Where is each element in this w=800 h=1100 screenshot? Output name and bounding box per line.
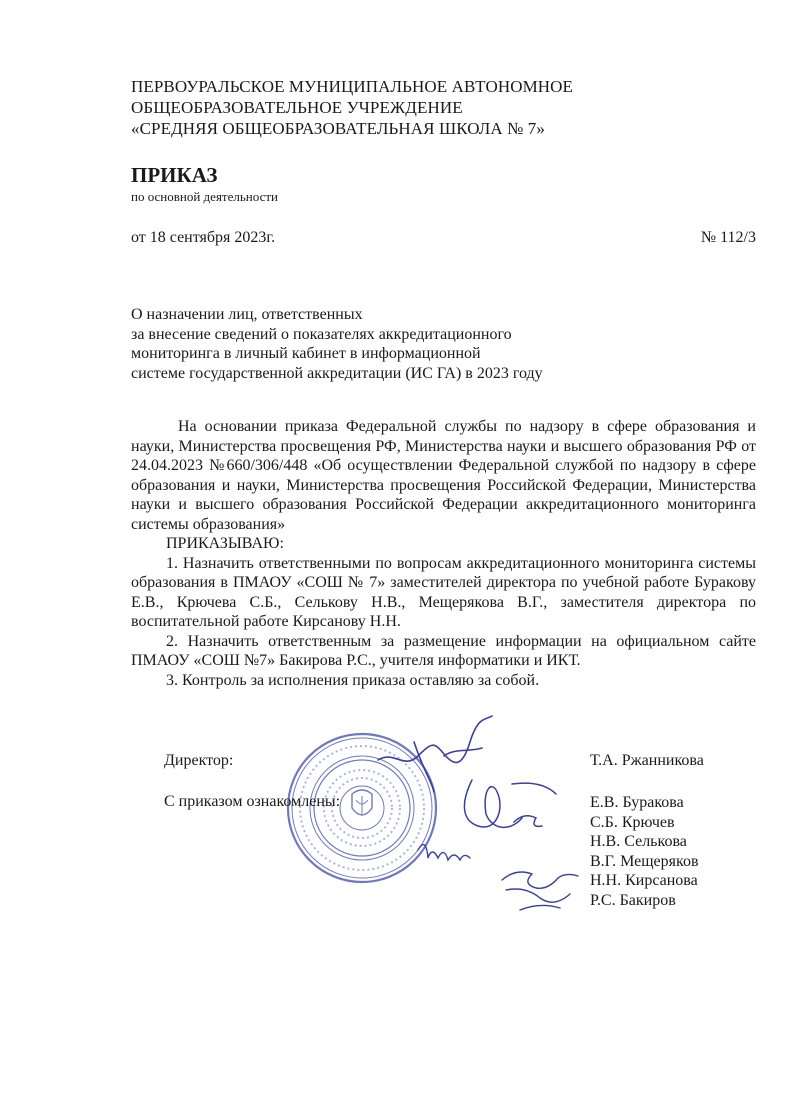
signature-kryuchev-icon — [414, 832, 474, 866]
ack-name-4: В.Г. Мещеряков — [590, 852, 699, 870]
subject-line-4: системе государственной аккредитации (ИС ГА) в 2023 году — [131, 364, 543, 382]
document-type: ПРИКАЗ — [131, 163, 218, 187]
acknowledged-list — [590, 793, 699, 910]
signature-kirsanova-icon — [496, 860, 586, 920]
org-line-3: «СРЕДНЯЯ ОБЩЕОБРАЗОВАТЕЛЬНАЯ ШКОЛА № 7» — [131, 119, 545, 138]
acknowledged-label: С приказом ознакомлены: — [164, 793, 341, 810]
subject-line-1: О назначении лиц, ответственных — [131, 306, 363, 323]
order-item-2: 2. Назначить ответственным за размещение информации на официальном сайте ПМАОУ «СОШ №7» Бакирова Р.С., учителя информатики и ИКТ. — [131, 632, 756, 669]
ack-name-6: Р.С. Бакиров — [590, 891, 676, 909]
org-line-1: ПЕРВОУРАЛЬСКОЕ МУНИЦИПАЛЬНОЕ АВТОНОМНОЕ — [131, 77, 574, 96]
ack-name-5: Н.Н. Кирсанова — [590, 872, 698, 889]
organization-name — [131, 76, 573, 139]
subject-line-3: мониторинга в личный кабинет в информационной — [131, 345, 481, 362]
order-subject — [131, 305, 543, 383]
order-item-3: 3. Контроль за исполнения приказа оставляю за собой. — [166, 671, 540, 689]
order-item-1: 1. Назначить ответственными по вопросам аккредитационного мониторинга системы образования в ПМАОУ «СОШ № 7» заместителей директора по учебной работе Буракову Е.В., Крючева С.Б., Селькову Н.В., Мещерякова В.Г., заместителя директора по воспитательной работе Кирсанову Н.Н. — [131, 554, 756, 630]
org-line-2: ОБЩЕОБРАЗОВАТЕЛЬНОЕ УЧРЕЖДЕНИЕ — [131, 98, 463, 117]
ack-name-3: Н.В. Селькова — [590, 833, 687, 850]
order-body — [131, 417, 756, 690]
director-name: Т.А. Ржанникова — [590, 752, 704, 769]
document-subtitle: по основной деятельности — [131, 189, 278, 204]
order-word: ПРИКАЗЫВАЮ: — [166, 535, 284, 552]
ack-name-1: Е.В. Буракова — [590, 794, 684, 811]
director-label: Директор: — [164, 752, 234, 769]
subject-line-2: за внесение сведений о показателях аккредитационного — [131, 325, 512, 343]
preamble-paragraph: На основании приказа Федеральной службы по надзору в сфере образования и науки, Министерства просвещения РФ, Министерства науки и высшего образования РФ от 24.04.2023 №660/306/448 «Об осуществлении Федеральной службой по надзору в сфере образования и науки, Министерства просвещения Российской Федерации, Министерства науки и высшего образования Российской Федерации аккредитационного мониторинга системы образования» — [131, 418, 756, 533]
order-number: № 112/3 — [700, 229, 756, 246]
order-date: от 18 сентября 2023г. — [131, 229, 276, 246]
ack-name-2: С.Б. Крючев — [590, 813, 675, 831]
